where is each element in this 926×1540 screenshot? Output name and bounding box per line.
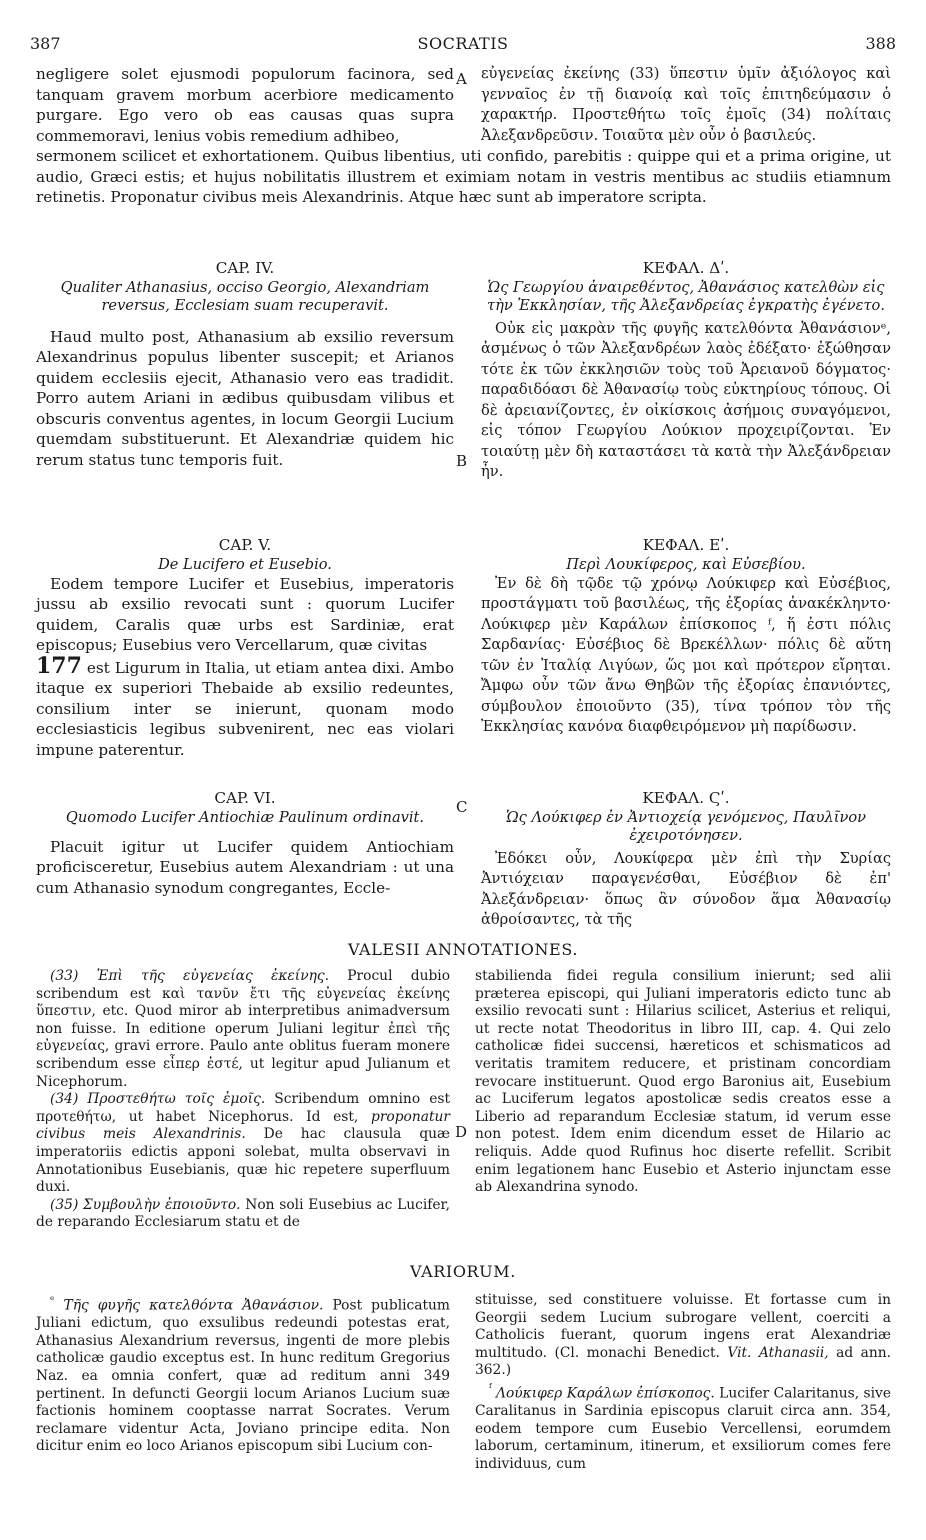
cap6-greek-text: Ἐδόκει οὖν, Λουκίφερα μὲν ἐπὶ τὴν Συρίας Ἀντιόχειαν παραγενέσθαι, Εὐσέβιον δὲ ἐπ' Ἀλεξάνδρειαν· ὅπως ἂν σύνοδον ἅμα Ἀθανασίῳ ἀθροίσαντες, τὰ τῆς (481, 849, 891, 928)
cap5-greek-text: Ἐν δὲ δὴ τῷδε τῷ χρόνῳ Λούκιφερ καὶ Εὐσέβιος, προστάγματι τοῦ βασιλέως, τῆς ἐξορίας ἀνακέκληντο· Λούκιφερ μὲν Καράλων ἐπίσκοπος ᶠ, ἥ ἐστι πόλις Σαρδανίας· Εὐσέβιος δὲ Βρεκέλλων· πόλις δὲ αὕτη τῶν ἐν Ἰταλίᾳ Λιγύων, ὥς μοι καὶ πρότερον εἴρηται. Ἄμφω οὖν τῶν ἄνω Θηβῶν τῆς ἐξορίας ἐπανιόντες, σύμβουλον ἐποιοῦντο (35), τίνα τρόπον τὸν τῆς Ἐκκλησίας κανόνα διαφθειρόμενον μὴ παρίδωσιν. (481, 574, 891, 735)
note-33-ref: (33) Ἐπὶ τῆς εὐγενείας ἐκείνης. (50, 968, 329, 984)
note-35-continued: stabilienda fidei regula consilium inierunt; sed alii præterea episcopi, qui Juliani imperatoris edicto tunc ab exsilio revocati sunt : Hilarius scilicet, Asterius et reliqui, ut recte notat Theodoritus in libro III, cap. 4. Qui zelo catholicæ fidei succensi, hæreticos et schismaticos ad veritatis tramitem reducere, et pristinam concordiam revocare instituerunt. Quod ergo Baronius ait, Eusebium ac Luciferum legatos apostolicæ sedis creatos esse a Liberio ad reparandum Ecclesiæ statum, id verum esse non potest. Idem enim dicendum esset de Hilario ac reliquis. Adde quod Rufinus hoc diserte refellit. Scribit enim legationem hanc Eusebio et Asterio injunctam esse ab Alexandrina synodo. (475, 968, 891, 1196)
valesii-heading: VALESII ANNOTATIONES. (347, 940, 579, 959)
note-35-ref: (35) Συμβουλὴν ἐποιοῦντο. (50, 1196, 241, 1213)
valesii-left-column (36, 968, 450, 1232)
cap5-latin-text-b: est Ligurum in Italia, ut etiam antea dixi. Ambo itaque ex superiori Thebaide ab exsilio redeuntes, consilium inter se inierunt, quonam modo ecclesiasticis legibus subvenirent, nec eas violari impune paterentur. (36, 658, 455, 759)
cap4-latin (36, 258, 454, 470)
note-35 (36, 1197, 450, 1232)
note-e-cont-b: ad ann. 362.) (475, 1344, 892, 1379)
note-34 (36, 1091, 450, 1197)
note-e-cont-a: stituisse, sed constituere voluisse. Et fortasse cum in Georgii sedem Lucium subrogare vellent, coerciti a Catholicis fuerant, quorum ingens erat Alexandriæ multitudo. (Cl. monachi Benedict. (475, 1292, 891, 1361)
cap5-latin-text-b-wrap (36, 652, 455, 761)
cap5-latin-text-a: Eodem tempore Lucifer et Eusebius, imperatoris jussu ab exsilio revocati sunt : quorum Lucifer quidem, Caralis quæ urbs est Sardiniæ, erat episcopus; Eusebius vero Vercellarum, quæ civitas (36, 574, 454, 654)
note-e-text: Post publicatum Juliani edictum, quo exsulibus redeundi potestas erat, Athanasius Alexandrium reversus, ingenti de more plebis catholicæ gaudio exceptus est. In hunc reditum Gregorius Naz. ea omnia confert, quæ ad reditum anni 349 pertinent. In defuncti Georgii locum Arianos Lucium suæ factionis hominem cooptasse narrat Socrates. Verum reclamare videntur Acta, Joviano principe edita. Non dicitur enim eo loco Arianos episcopum sibi Lucium con- (36, 1297, 450, 1455)
note-34-ref: (34) Προστεθήτω τοῖς ἐμοῖς. (50, 1091, 266, 1108)
cap6-greek (481, 788, 891, 931)
variorum-right-column (475, 1292, 891, 1474)
cap6-greek-title: Ὡς Λούκιφερ ἐν Ἀντιοχείᾳ γενόμενος, Παυλῖνον ἐχειροτόνησεν. (505, 808, 867, 844)
cap6-latin (36, 788, 454, 898)
cap5-latin (36, 535, 454, 760)
margin-marker-d: D (455, 1123, 468, 1141)
cap6-greek-heading: ΚΕΦΑΛ. Ϛʹ. (642, 789, 730, 807)
right-page-number: 388 (865, 34, 896, 53)
note-e-continued (475, 1292, 891, 1380)
note-f-text: Lucifer Calaritanus, sive Caralitanus in Sardinia episcopus claruit circa ann. 354, eodem tempore cum Eusebio Vercellensi, eorumdem laborum, certaminum, itinerum, et exsiliorum comes fere individuus, cum (475, 1385, 891, 1472)
note-34-italic: proponatur civibus meis Alexandrinis. (36, 1108, 450, 1143)
cap5-latin-title: De Lucifero et Eusebio. (158, 555, 332, 573)
intro-full-width (36, 146, 891, 208)
cap4-latin-title: Qualiter Athanasius, occiso Georgio, Alexandriam reversus, Ecclesiam suam recuperavit. (60, 278, 430, 314)
cap6-latin-text: Placuit igitur ut Lucifer quidem Antiochiam proficisceretur, Eusebius autem Alexandriam : ut una cum Athanasio synodum congregantes, Eccle- (36, 837, 454, 897)
intro-latin-text: negligere solet ejusmodi populorum facinora, sed tanquam gravem morbum acerbiore medicamento purgare. Ego vero ob eas causas quas supra commemoravi, lenius vobis remedium adhibeo, (36, 65, 454, 145)
note-33-text: Procul dubio scribendum est καὶ τανῦν ἔτι τῆς εὐγενείας ἐκείνης ὕπεστιν, etc. Quod miror ab interpretibus animadversum non fuisse. In editione operum Juliani legitur ἐπεὶ τῆς εὐγενείας, gravi errore. Paulo ante oblitus fueram monere scribendum esse εἶπερ ἐστέ, ut legitur apud Julianum et Nicephorum. (36, 968, 451, 1090)
running-header (30, 34, 896, 54)
cap5-greek (481, 535, 891, 738)
note-33 (36, 968, 450, 1091)
cap6-latin-heading: CAP. VI. (214, 789, 276, 807)
intro-latin (36, 64, 454, 146)
intro-greek-text: εὐγενείας ἐκείνης (33) ὕπεστιν ὑμῖν ἀξιόλογος καὶ γενναῖος ἐν τῇ διανοίᾳ καὶ τοῖς ἐπιτηδεύμασιν ὁ χαρακτήρ. Προστεθήτω τοῖς ἐμοῖς (34) πολίταις Ἀλεξανδρεῦσιν. Τοιαῦτα μὲν οὖν ὁ βασιλεύς. (481, 65, 891, 144)
left-page-number: 387 (30, 34, 61, 53)
margin-marker-c: C (456, 798, 468, 816)
margin-marker-a: A (456, 70, 467, 88)
note-f-mark: ᶠ (489, 1380, 492, 1395)
variorum-left-column (36, 1292, 450, 1456)
cap4-greek (481, 258, 891, 483)
variorum-heading: VARIORUM. (410, 1262, 516, 1281)
cap5-latin-heading: CAP. V. (218, 536, 272, 554)
note-f (475, 1380, 891, 1474)
note-34-text-a: Scribendum omnino est προτεθήτω, ut habet Nicephorus. Id est, (36, 1091, 450, 1125)
cap4-greek-heading: ΚΕΦΑΛ. Δʹ. (642, 259, 730, 277)
intro-full-text: sermonem scilicet et exhortationem. Quibus libentius, uti confido, parebitis : quippe qui et a prima origine, ut audio, Græci estis; et hujus nobilitatis illustrem et eximiam notam in vestris mentibus ac studiis etiamnum retinetis. Proponatur civibus meis Alexandrinis. Atque hæc sunt ab imperatore scripta. (36, 147, 891, 206)
running-title: SOCRATIS (417, 34, 509, 53)
intro-greek (481, 64, 891, 146)
note-e-ref: Τῆς φυγῆς κατελθόντα Ἀθανάσιον. (63, 1297, 324, 1314)
note-e-cont-italic: Vit. Athanasii, (727, 1344, 829, 1361)
margin-number-177: 177 (36, 652, 82, 679)
cap4-greek-text: Οὐκ εἰς μακρὰν τῆς φυγῆς κατελθόντα Ἀθανάσιονᵉ, ἀσμένως ὁ τῶν Ἀλεξανδρέων λαὸς ἐδέξατο· ἐξώθησαν τότε ἐκ τῶν ἐκκλησιῶν τοὺς τοῦ Ἀρειανοῦ δόγματος· παραδιδόασι δὲ Ἀθανασίῳ τοὺς εὐκτηρίους τόπους. Οἱ δὲ ἀρειανίζοντες, ἐν οἰκίσκοις ἀσήμοις συναγόμενοι, εἰς τόπον Γεωργίου Λούκιον προχειρίζονται. Ἐν τοιαύτῃ μὲν δὴ καταστάσει τὰ κατὰ τὴν Ἀλεξάνδρειαν ἦν. (481, 319, 891, 480)
note-35-text: Non soli Eusebius ac Lucifer, de reparando Ecclesiarum statu et de (36, 1196, 450, 1231)
note-e-mark: ᵉ (50, 1293, 55, 1307)
margin-marker-b: B (456, 452, 468, 470)
cap4-latin-text: Haud multo post, Athanasium ab exsilio reversum Alexandrinus populus libenter suscepit; et Arianos quidem ecclesiis ejecit, Athanasio vero eas tradidit. Porro autem Ariani in ædibus quibusdam vilibus et obscuris conventus agentes, in locum Georgii Lucium quemdam substituerunt. Et Alexandriæ quidem hic rerum status tunc temporis fuit. (36, 327, 454, 469)
valesii-right-column (475, 968, 891, 1197)
cap4-latin-heading: CAP. IV. (215, 259, 275, 277)
cap4-greek-title: Ὡς Γεωργίου ἀναιρεθέντος, Ἀθανάσιος κατελθὼν εἰς τὴν Ἐκκλησίαν, τῆς Ἀλεξανδρείας ἐγκρατὴς ἐγένετο. (487, 278, 885, 314)
note-e (36, 1292, 450, 1456)
note-34-text-b: De hac clausula quæ imperatoriis edictis apponi solebat, multa observavi in Annotationibus Eusebianis, quæ hic repetere superfluum duxi. (36, 1126, 451, 1196)
note-f-ref: Λούκιφερ Καράλων ἐπίσκοπος. (496, 1385, 715, 1402)
cap6-latin-title: Quomodo Lucifer Antiochiæ Paulinum ordinavit. (65, 808, 425, 826)
cap5-greek-heading: ΚΕΦΑΛ. Εʹ. (642, 536, 730, 554)
cap5-greek-title: Περὶ Λουκίφερος, καὶ Εὐσεβίου. (566, 555, 806, 573)
